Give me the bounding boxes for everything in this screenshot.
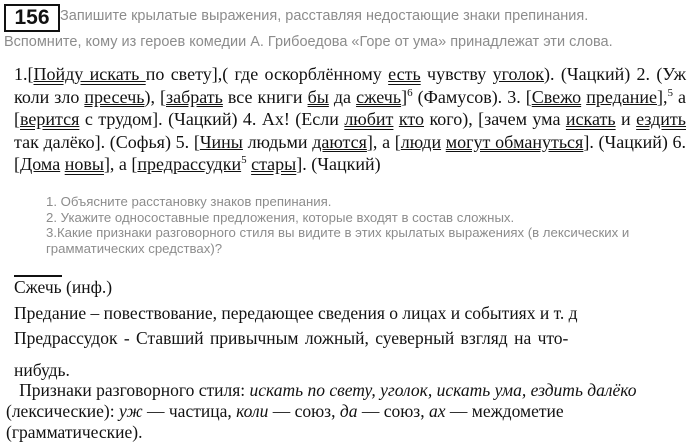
footnote-mark: 6 — [407, 86, 413, 99]
text-fragment: ]. (Чацкий) 6. [ — [14, 131, 687, 174]
note-sjech — [14, 277, 112, 298]
text-fragment: ] — [401, 86, 408, 107]
predicate-underlined: забрать — [166, 86, 223, 107]
text-fragment: ), [ — [144, 86, 166, 107]
predicate-underlined: могут обмануться — [445, 131, 584, 152]
features-lead: Признаки разговорного стиля: — [19, 380, 250, 400]
task-instruction-line-1: Запишите крылатые выражения, расставляя недостающие знаки препинания. — [60, 8, 589, 24]
predicate-underlined: сжечь — [356, 86, 402, 107]
text-fragment: [ — [27, 64, 34, 84]
predicate-underlined: бы — [307, 86, 329, 107]
features-lexical-label: (лексические): — [6, 401, 119, 421]
text-fragment: все книги — [222, 86, 308, 107]
subject-underlined: предрассудки — [137, 154, 242, 174]
features-word: да — [339, 401, 358, 421]
text-fragment: чувству — [420, 64, 493, 84]
text-fragment: ]. (Чацкий) — [296, 154, 381, 174]
subject-underlined: уголок — [492, 64, 545, 84]
predicate-underlined: новы — [64, 154, 104, 174]
predicate-underlined: пресечь — [84, 86, 145, 107]
text-fragment: ). (Чацкий) 2. (Уж коли зло — [14, 64, 687, 107]
predicate-underlined: Свежо — [531, 86, 582, 107]
predicate-underlined: стары — [251, 154, 297, 174]
note-predrassudok: Предрассудок - Ставший привычным ложный, суеверный взгляд на что- — [14, 328, 569, 348]
text-fragment: ],( где оскорблённому — [211, 64, 389, 84]
text-fragment: а [ — [14, 86, 687, 129]
features-desc: — частица, — [142, 401, 237, 421]
text-fragment: 1. — [14, 64, 28, 84]
predicate-underlined: Пойду искать — [33, 64, 146, 84]
exercise-number: 156 — [4, 4, 60, 32]
text-fragment: ], а [ — [103, 154, 138, 174]
note-sjech-rest: (инф.) — [61, 277, 113, 297]
text-fragment: ], а [ — [366, 131, 401, 152]
subject-underlined: предание — [586, 86, 657, 107]
footnote-mark: 5 — [241, 154, 247, 166]
text-fragment: (Фамусов). 3. [ — [417, 86, 532, 107]
text-fragment: да — [328, 86, 357, 107]
features-desc: — союз, — [357, 401, 429, 421]
text-fragment: ], — [656, 86, 668, 107]
subject-underlined: Дома — [20, 154, 61, 174]
task-instruction-line-2: Вспомните, кому из героев комедии А. Грибоедова «Горе от ума» принадлежат эти слова. — [4, 34, 613, 50]
subject-underlined: люди — [400, 131, 442, 152]
conversational-features — [6, 380, 688, 443]
features-desc: — междометие (грамматические). — [6, 401, 564, 442]
predicate-underlined: даются — [312, 131, 367, 152]
features-word: коли — [236, 401, 269, 421]
features-word: ах — [428, 401, 446, 421]
text-fragment: с трудом]. (Чацкий) 4. Ах! (Если — [79, 109, 345, 129]
text-fragment: кого), [зачем ума — [424, 109, 566, 129]
predicate-underlined: любит — [344, 109, 394, 129]
question-item: 2. Укажите односоставные предложения, которые входят в состав сложных. — [46, 209, 515, 225]
note-sjech-word: Сжечь — [14, 277, 62, 297]
subject-underlined: Чины — [199, 131, 243, 152]
quotations-paragraph — [14, 63, 686, 176]
features-lexical-words: искать по свету, уголок, искать ума, ездить далёко — [249, 380, 637, 400]
text-fragment: так далёко]. (Софья) 5. [ — [14, 131, 200, 152]
text-fragment: по свету — [145, 64, 212, 84]
text-fragment: людьми — [242, 131, 313, 152]
question-item: 3.Какие признаки разговорного стиля вы видите в этих крылатых выражениях (в лексических и грамматических средствах)? — [46, 225, 630, 256]
note-predrassudok-cont: нибудь. — [14, 360, 70, 380]
footnote-mark: 5 — [667, 86, 673, 99]
predicate-underlined: ездить — [636, 109, 687, 129]
question-item: 1. Объясните расстановку знаков препинания. — [46, 194, 332, 209]
subject-underlined: кто — [398, 109, 425, 129]
predicate-underlined: верится — [20, 109, 80, 129]
questions-list — [46, 194, 686, 256]
text-fragment: и — [615, 109, 637, 129]
features-desc: — союз, — [268, 401, 340, 421]
predicate-underlined: есть — [388, 64, 421, 84]
features-word: уж — [119, 401, 143, 421]
note-predanie: Предание – повествование, передающее сведения о лицах и событиях и т. д — [14, 303, 578, 323]
predicate-underlined: искать — [565, 109, 616, 129]
